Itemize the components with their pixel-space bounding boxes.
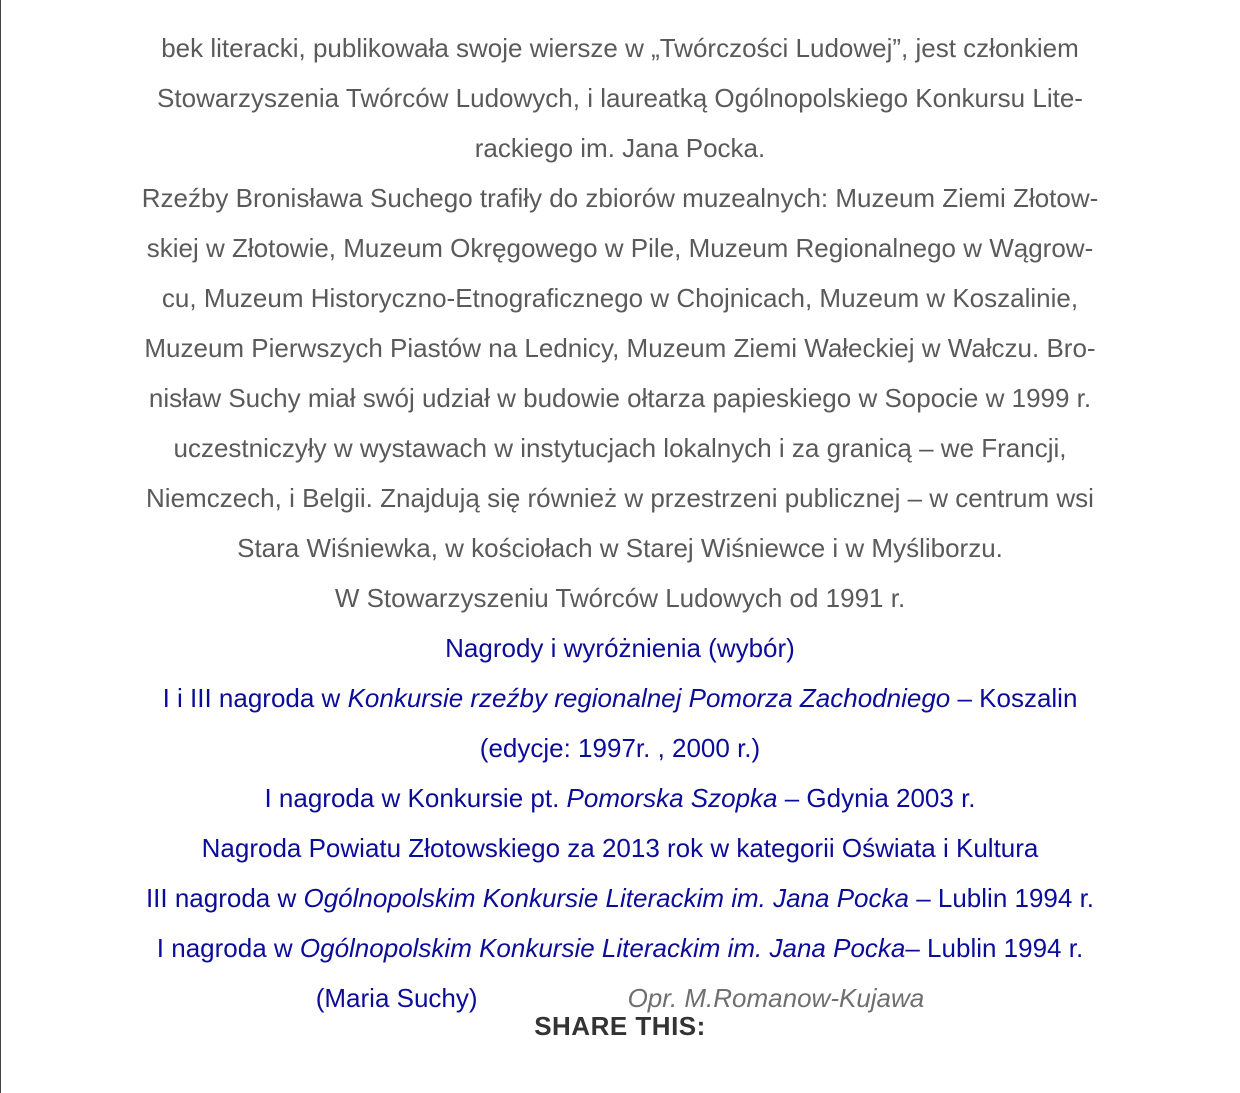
- bio-line: skiej w Złotowie, Muzeum Okręgowego w Pile, Muzeum Regionalnego w Wągrow-: [146, 233, 1094, 263]
- award-prefix: I nagroda w Konkursie pt.: [264, 783, 567, 813]
- bio-line: bek literacki, publikowała swoje wiersze w „Twórczości Ludowej”, jest członkiem: [161, 33, 1079, 63]
- awards-heading: Nagrody i wyróżnienia (wybór): [445, 633, 795, 663]
- award-item: [0, 773, 1240, 823]
- award-suffix: – Lublin 1994 r.: [908, 883, 1095, 913]
- award-prefix: I i III nagroda w: [162, 683, 348, 713]
- award-suffix: – Koszalin: [950, 683, 1078, 713]
- award-item-continuation: (edycje: 1997r. , 2000 r.): [479, 733, 761, 763]
- bio-line: nisław Suchy miał swój udział w budowie ołtarza papieskiego w Sopocie w 1999 r.: [148, 383, 1092, 413]
- bio-line: Rzeźby Bronisława Suchego trafiły do zbiorów muzealnych: Muzeum Ziemi Złotow-: [141, 183, 1099, 213]
- award-suffix: – Gdynia 2003 r.: [777, 783, 976, 813]
- share-heading: SHARE THIS:: [534, 1011, 706, 1041]
- bio-line: Niemczech, i Belgii. Znajdują się również w przestrzeni publicznej – w centrum wsi: [146, 483, 1094, 513]
- bio-line: Muzeum Pierwszych Piastów na Lednicy, Muzeum Ziemi Wałeckiej w Wałczu. Bro-: [144, 333, 1096, 363]
- award-prefix: I nagroda w: [156, 933, 300, 963]
- article-body: [0, 23, 1240, 1023]
- bio-line: rackiego im. Jana Pocka.: [474, 133, 766, 163]
- award-prefix: III nagroda w: [145, 883, 304, 913]
- award-title: Pomorska Szopka: [566, 783, 778, 813]
- award-title: Konkursie rzeźby regionalnej Pomorza Zachodniego: [347, 683, 951, 713]
- award-item: [0, 673, 1240, 723]
- article-author: Opr. M.Romanow-Kujawa: [627, 983, 925, 1013]
- bio-line: Stara Wiśniewka, w kościołach w Starej Wiśniewce i w Myśliborzu.: [237, 533, 1003, 563]
- award-suffix: – Lublin 1994 r.: [905, 933, 1084, 963]
- award-title: Ogólnopolskim Konkursie Literackim im. Jana Pocka: [299, 933, 906, 963]
- award-title: Ogólnopolskim Konkursie Literackim im. Jana Pocka: [303, 883, 909, 913]
- bio-line: Stowarzyszenia Twórców Ludowych, i laureatką Ogólnopolskiego Konkursu Lite-: [157, 83, 1083, 113]
- bio-line: cu, Muzeum Historyczno-Etnograficznego w Chojnicach, Muzeum w Koszalinie,: [161, 283, 1079, 313]
- award-item: Nagroda Powiatu Złotowskiego za 2013 rok w kategorii Oświata i Kultura: [201, 833, 1039, 863]
- award-recipient: (Maria Suchy): [315, 983, 478, 1013]
- bio-line: W Stowarzyszeniu Twórców Ludowych od 1991 r.: [334, 583, 906, 613]
- bio-line: uczestniczyły w wystawach w instytucjach lokalnych i za granicą – we Francji,: [173, 433, 1067, 463]
- award-item: [0, 923, 1240, 973]
- award-item: [0, 873, 1240, 923]
